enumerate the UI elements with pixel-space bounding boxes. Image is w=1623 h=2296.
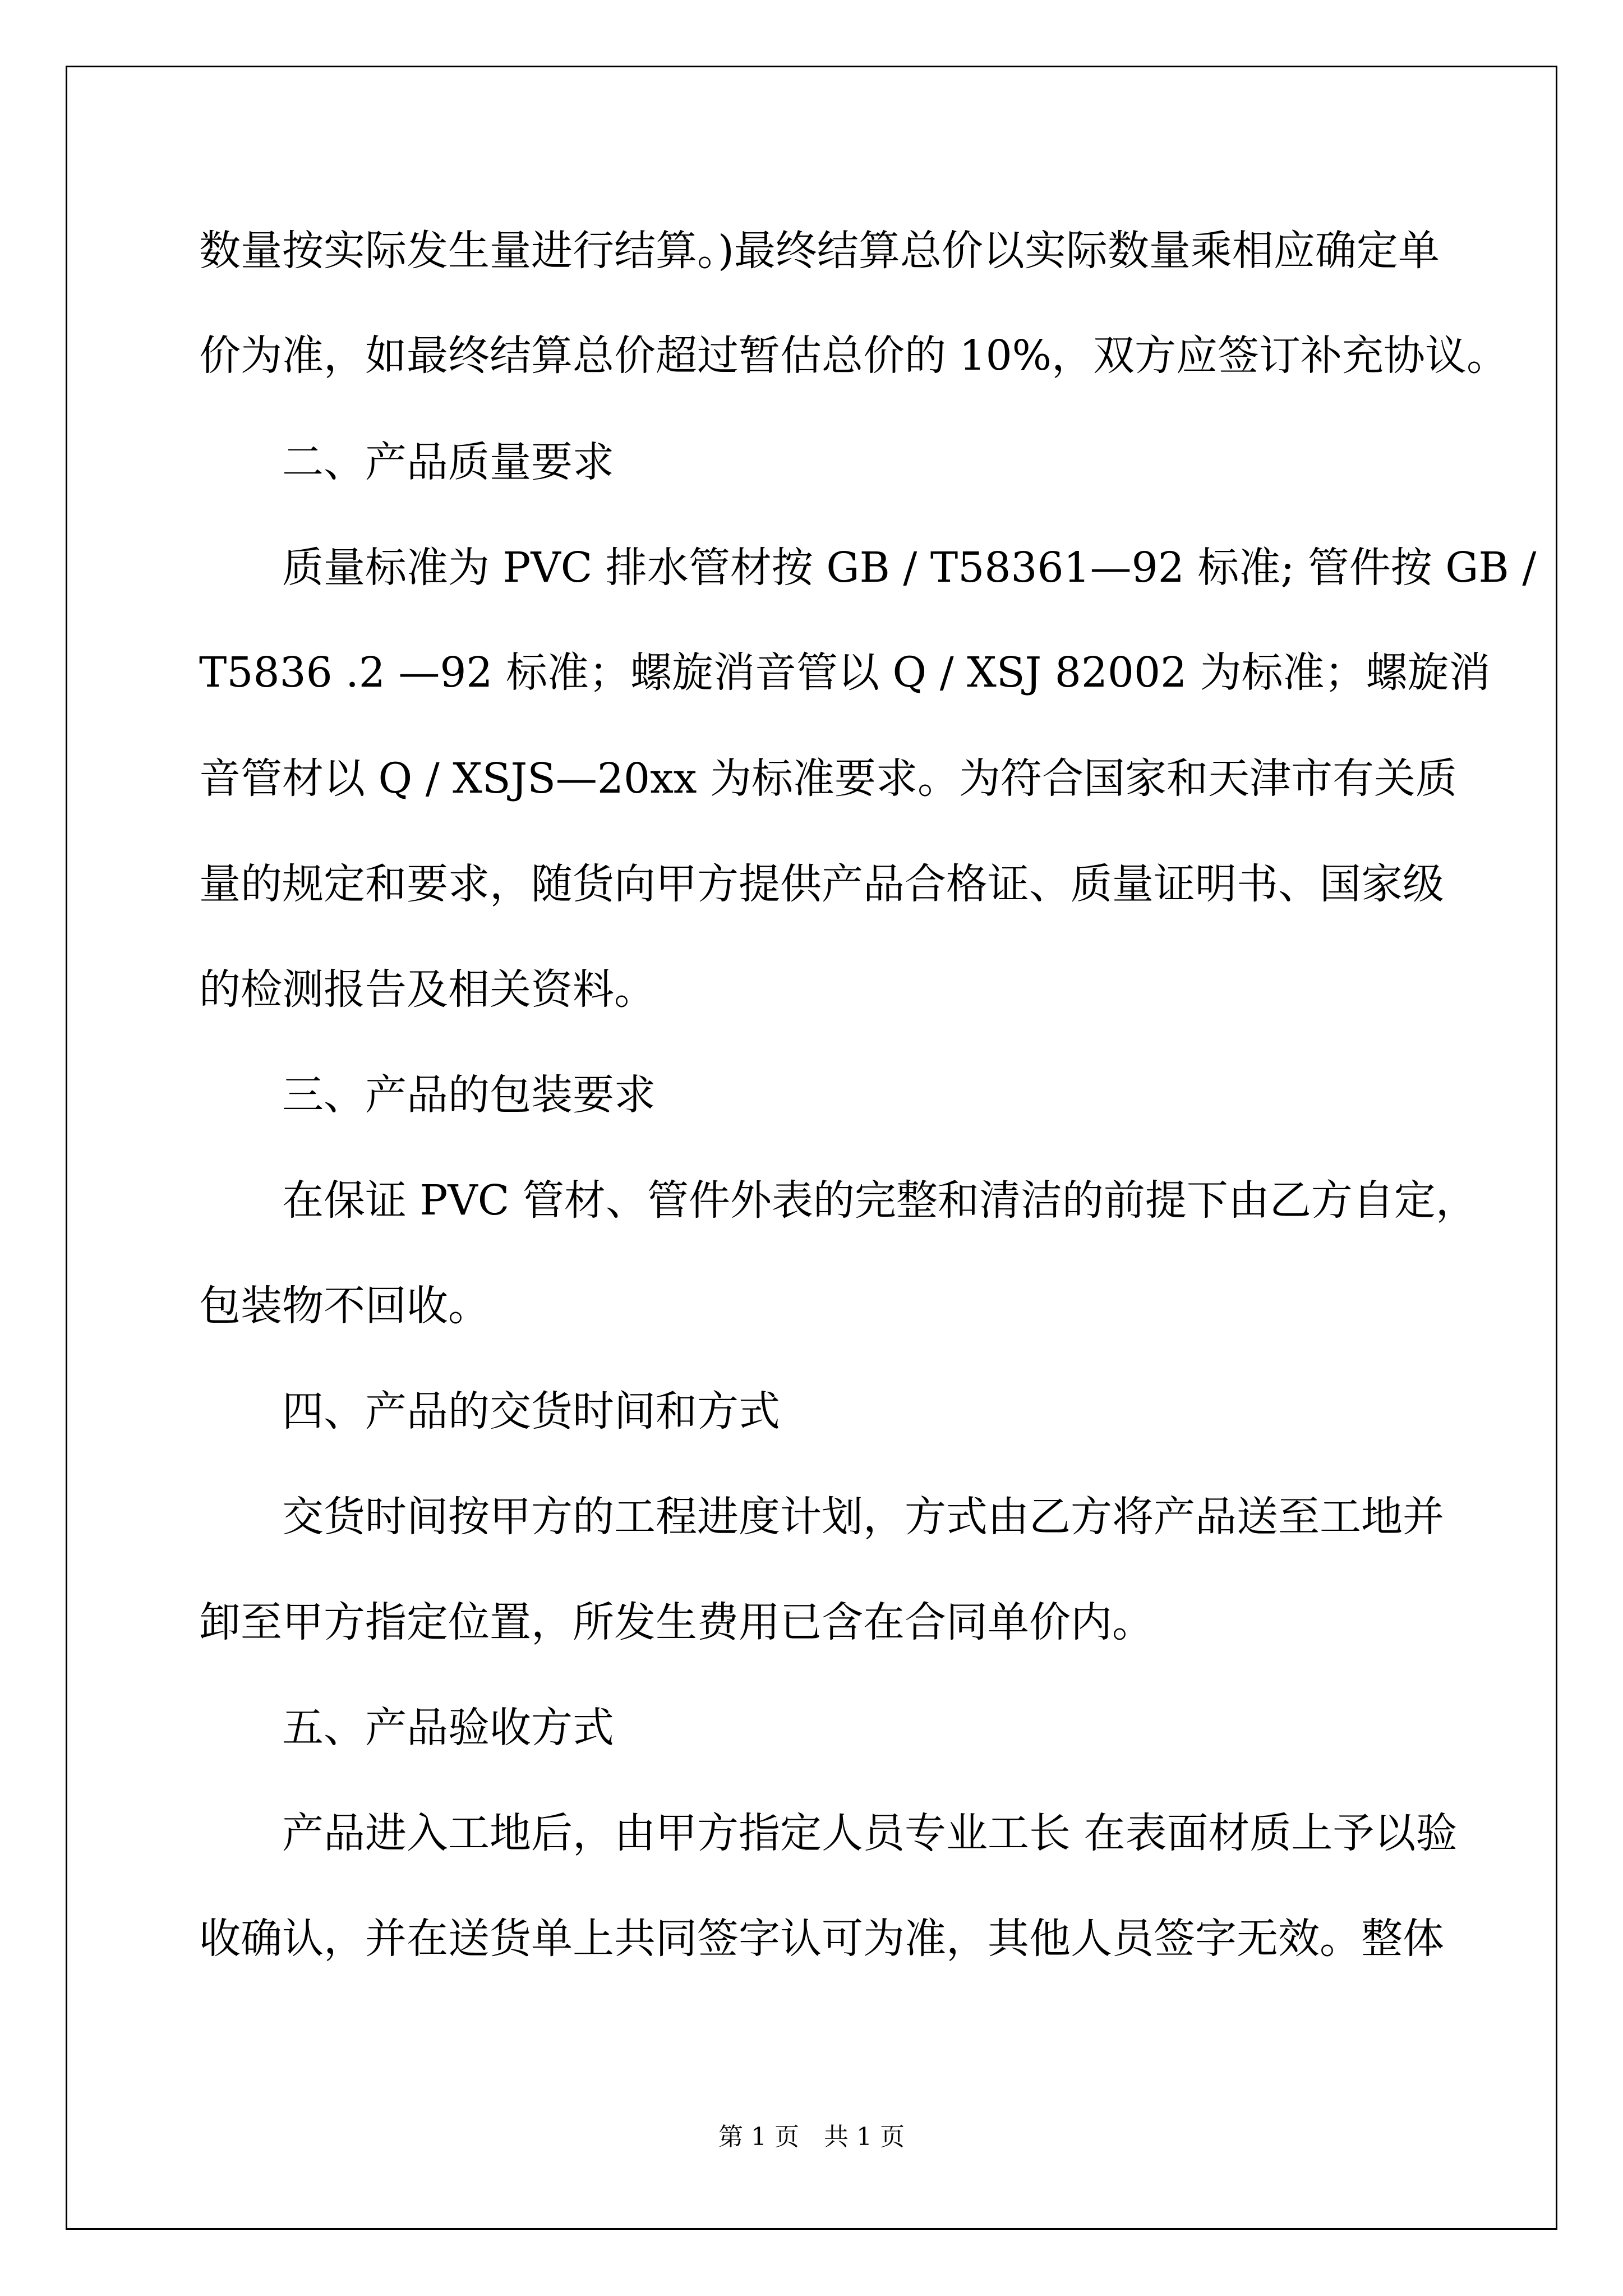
paragraph-line: 音管材以 Q / XSJS—20xx 为标准要求。为符合国家和天津市有关质 (199, 754, 1458, 803)
paragraph-line: 的检测报告及相关资料。 (199, 965, 656, 1014)
paragraph-line: 交货时间按甲方的工程进度计划，方式由乙方将产品送至工地并 (282, 1493, 1444, 1541)
section-heading-delivery: 四、产品的交货时间和方式 (282, 1387, 780, 1435)
paragraph-line: 量的规定和要求，随货向甲方提供产品合格证、质量证明书、国家级 (199, 860, 1444, 908)
paragraph-line: 质量标准为 PVC 排水管材按 GB / T58361—92 标准; 管件按 GB / (282, 544, 1537, 592)
paragraph-line: 收确认，并在送货单上共同签字认可为准，其他人员签字无效。整体 (199, 1915, 1444, 1963)
paragraph-line: 数量按实际发生量进行结算。)最终结算总价以实际数量乘相应确定单 (199, 227, 1440, 275)
paragraph-line: 包装物不回收。 (199, 1282, 490, 1330)
paragraph-line: 在保证 PVC 管材、管件外表的完整和清洁的前提下由乙方自定， (282, 1176, 1477, 1225)
section-heading-acceptance: 五、产品验收方式 (282, 1704, 614, 1752)
paragraph-line: T5836 .2 —92 标准；螺旋消音管以 Q / XSJ 82002 为标准；螺旋消 (199, 648, 1491, 697)
page-border (66, 66, 1557, 2230)
paragraph-line: 价为准，如最终结算总价超过暂估总价的 10%，双方应签订补充协议。 (199, 332, 1508, 380)
page-number: 第 1 页 共 1 页 (718, 2123, 905, 2151)
paragraph-line: 卸至甲方指定位置，所发生费用已含在合同单价内。 (199, 1598, 1154, 1646)
section-heading-packaging: 三、产品的包装要求 (282, 1071, 656, 1119)
paragraph-line: 产品进入工地后，由甲方指定人员专业工长 在表面材质上予以验 (282, 1809, 1458, 1857)
section-heading-quality: 二、产品质量要求 (282, 438, 614, 486)
